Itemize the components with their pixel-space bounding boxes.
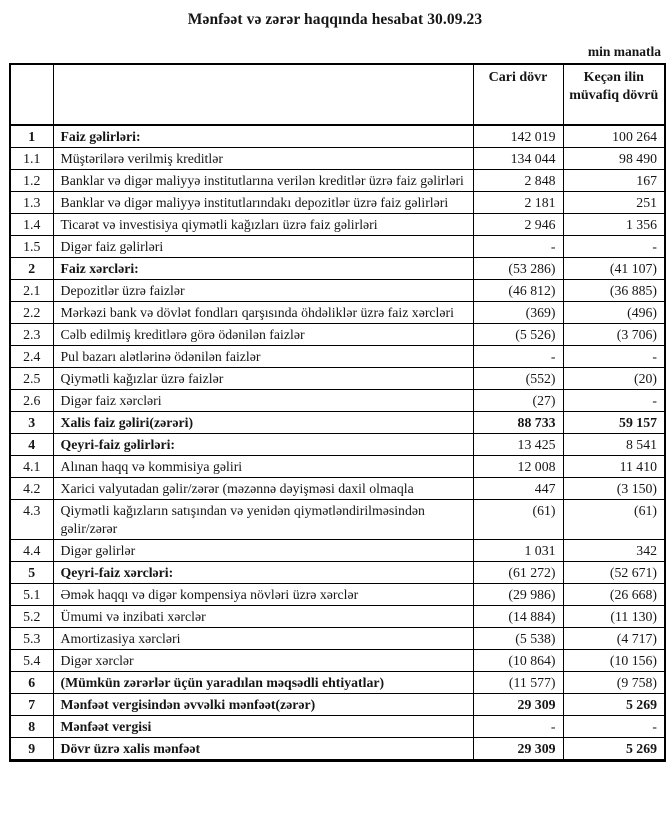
- table-row: [10, 562, 665, 584]
- table-row: [10, 125, 665, 148]
- row-number: 2.3: [10, 324, 53, 346]
- table-row: [10, 236, 665, 258]
- value-current-period: (46 812): [473, 280, 563, 302]
- table-row: [10, 716, 665, 738]
- value-previous-period: (36 885): [563, 280, 665, 302]
- unit-note: min manatla: [587, 44, 661, 59]
- table-row: [10, 738, 665, 761]
- value-previous-period: -: [563, 390, 665, 412]
- value-current-period: (27): [473, 390, 563, 412]
- value-current-period: (14 884): [473, 606, 563, 628]
- row-label: Alınan haqq və kommisiya gəliri: [53, 456, 473, 478]
- row-label: Faiz gəlirləri:: [53, 125, 473, 148]
- value-previous-period: (26 668): [563, 584, 665, 606]
- value-previous-period: 100 264: [563, 125, 665, 148]
- row-label: Qeyri-faiz xərcləri:: [53, 562, 473, 584]
- row-number: 5: [10, 562, 53, 584]
- row-number: 3: [10, 412, 53, 434]
- value-current-period: 1 031: [473, 540, 563, 562]
- table-row: [10, 258, 665, 280]
- table-row: [10, 148, 665, 170]
- row-label: Mənfəət vergisindən əvvəlki mənfəət(zərər): [53, 694, 473, 716]
- table-row: [10, 302, 665, 324]
- value-current-period: (552): [473, 368, 563, 390]
- row-number: 5.2: [10, 606, 53, 628]
- table-row: [10, 214, 665, 236]
- value-previous-period: 5 269: [563, 738, 665, 761]
- value-current-period: -: [473, 716, 563, 738]
- value-current-period: (53 286): [473, 258, 563, 280]
- value-previous-period: (4 717): [563, 628, 665, 650]
- row-number: 2.4: [10, 346, 53, 368]
- value-current-period: 142 019: [473, 125, 563, 148]
- header-row: [10, 64, 665, 125]
- value-previous-period: (41 107): [563, 258, 665, 280]
- row-number: 8: [10, 716, 53, 738]
- value-current-period: (29 986): [473, 584, 563, 606]
- value-previous-period: (61): [563, 500, 665, 540]
- value-current-period: (61 272): [473, 562, 563, 584]
- table-row: [10, 650, 665, 672]
- row-label: Banklar və digər maliyyə institutlarındakı depozitlər üzrə faiz gəlirləri: [53, 192, 473, 214]
- row-label: Amortizasiya xərcləri: [53, 628, 473, 650]
- table-row: [10, 672, 665, 694]
- header-cell-current-period: Cari dövr: [473, 64, 563, 125]
- value-previous-period: (52 671): [563, 562, 665, 584]
- row-label: Depozitlər üzrə faizlər: [53, 280, 473, 302]
- row-label: (Mümkün zərərlər üçün yaradılan məqsədli ehtiyatlar): [53, 672, 473, 694]
- value-current-period: (10 864): [473, 650, 563, 672]
- row-number: 7: [10, 694, 53, 716]
- value-previous-period: (20): [563, 368, 665, 390]
- table-row: [10, 584, 665, 606]
- row-label: Dövr üzrə xalis mənfəət: [53, 738, 473, 761]
- value-previous-period: (11 130): [563, 606, 665, 628]
- row-label: Digər faiz xərcləri: [53, 390, 473, 412]
- value-current-period: (5 526): [473, 324, 563, 346]
- header-cell-description: [53, 64, 473, 125]
- row-number: 1.4: [10, 214, 53, 236]
- header-cell-previous-period: Keçən ilin müvafiq dövrü: [563, 64, 665, 125]
- table-row: [10, 500, 665, 540]
- row-number: 4: [10, 434, 53, 456]
- row-number: 1.3: [10, 192, 53, 214]
- value-previous-period: (10 156): [563, 650, 665, 672]
- row-number: 4.2: [10, 478, 53, 500]
- table-row: [10, 324, 665, 346]
- row-label: Xalis faiz gəliri(zərəri): [53, 412, 473, 434]
- value-previous-period: (9 758): [563, 672, 665, 694]
- row-number: 2.1: [10, 280, 53, 302]
- row-number: 1: [10, 125, 53, 148]
- value-current-period: 88 733: [473, 412, 563, 434]
- row-label: Digər gəlirlər: [53, 540, 473, 562]
- row-label: Ümumi və inzibati xərclər: [53, 606, 473, 628]
- report-title: Mənfəət və zərər haqqında hesabat 30.09.23: [187, 11, 483, 28]
- value-current-period: (61): [473, 500, 563, 540]
- table-row: [10, 456, 665, 478]
- table-body: [10, 125, 665, 761]
- table-row: [10, 540, 665, 562]
- row-label: Müştərilərə verilmiş kreditlər: [53, 148, 473, 170]
- table-row: [10, 412, 665, 434]
- row-label: Banklar və digər maliyyə institutlarına verilən kreditlər üzrə faiz gəlirləri: [53, 170, 473, 192]
- value-current-period: -: [473, 236, 563, 258]
- row-number: 5.4: [10, 650, 53, 672]
- row-label: Xarici valyutadan gəlir/zərər (məzənnə dəyişməsi daxil olmaqla: [53, 478, 473, 500]
- value-current-period: 2 848: [473, 170, 563, 192]
- value-current-period: 29 309: [473, 738, 563, 761]
- row-label: Pul bazarı alətlərinə ödənilən faizlər: [53, 346, 473, 368]
- row-number: 2.2: [10, 302, 53, 324]
- value-current-period: (11 577): [473, 672, 563, 694]
- value-current-period: 13 425: [473, 434, 563, 456]
- value-previous-period: -: [563, 346, 665, 368]
- value-current-period: (369): [473, 302, 563, 324]
- value-current-period: 134 044: [473, 148, 563, 170]
- value-current-period: -: [473, 346, 563, 368]
- value-previous-period: 1 356: [563, 214, 665, 236]
- value-previous-period: -: [563, 236, 665, 258]
- row-label: Qeyri-faiz gəlirləri:: [53, 434, 473, 456]
- row-label: Qiymətli kağızlar üzrə faizlər: [53, 368, 473, 390]
- row-label: Mənfəət vergisi: [53, 716, 473, 738]
- row-label: Ticarət və investisiya qiymətli kağızları üzrə faiz gəlirləri: [53, 214, 473, 236]
- value-previous-period: -: [563, 716, 665, 738]
- row-number: 4.3: [10, 500, 53, 540]
- header-cell-row-number: [10, 64, 53, 125]
- row-number: 9: [10, 738, 53, 761]
- value-current-period: 2 181: [473, 192, 563, 214]
- value-previous-period: 11 410: [563, 456, 665, 478]
- row-number: 1.1: [10, 148, 53, 170]
- value-current-period: 447: [473, 478, 563, 500]
- pnl-table: [9, 63, 666, 762]
- row-label: Digər faiz gəlirləri: [53, 236, 473, 258]
- row-label: Cəlb edilmiş kreditlərə görə ödənilən faizlər: [53, 324, 473, 346]
- value-previous-period: (3 150): [563, 478, 665, 500]
- table-row: [10, 170, 665, 192]
- table-row: [10, 694, 665, 716]
- row-number: 1.2: [10, 170, 53, 192]
- value-previous-period: 167: [563, 170, 665, 192]
- table-row: [10, 280, 665, 302]
- table-row: [10, 606, 665, 628]
- row-number: 1.5: [10, 236, 53, 258]
- row-number: 4.1: [10, 456, 53, 478]
- value-previous-period: (496): [563, 302, 665, 324]
- value-current-period: 29 309: [473, 694, 563, 716]
- value-previous-period: 98 490: [563, 148, 665, 170]
- table-row: [10, 434, 665, 456]
- value-current-period: (5 538): [473, 628, 563, 650]
- row-label: Faiz xərcləri:: [53, 258, 473, 280]
- table-row: [10, 478, 665, 500]
- value-previous-period: 8 541: [563, 434, 665, 456]
- row-number: 2.6: [10, 390, 53, 412]
- row-number: 5.1: [10, 584, 53, 606]
- row-label: Qiymətli kağızların satışından və yenidən qiymətləndirilməsindən gəlir/zərər: [53, 500, 473, 540]
- value-current-period: 12 008: [473, 456, 563, 478]
- row-number: 6: [10, 672, 53, 694]
- row-number: 2.5: [10, 368, 53, 390]
- table-row: [10, 346, 665, 368]
- row-label: Digər xərclər: [53, 650, 473, 672]
- value-previous-period: 251: [563, 192, 665, 214]
- value-current-period: 2 946: [473, 214, 563, 236]
- value-previous-period: 342: [563, 540, 665, 562]
- value-previous-period: 5 269: [563, 694, 665, 716]
- value-previous-period: 59 157: [563, 412, 665, 434]
- table-row: [10, 390, 665, 412]
- table-row: [10, 192, 665, 214]
- value-previous-period: (3 706): [563, 324, 665, 346]
- table-row: [10, 628, 665, 650]
- row-label: Əmək haqqı və digər kompensiya növləri üzrə xərclər: [53, 584, 473, 606]
- row-number: 5.3: [10, 628, 53, 650]
- row-number: 4.4: [10, 540, 53, 562]
- row-number: 2: [10, 258, 53, 280]
- table-row: [10, 368, 665, 390]
- row-label: Mərkəzi bank və dövlət fondları qarşısında öhdəliklər üzrə faiz xərcləri: [53, 302, 473, 324]
